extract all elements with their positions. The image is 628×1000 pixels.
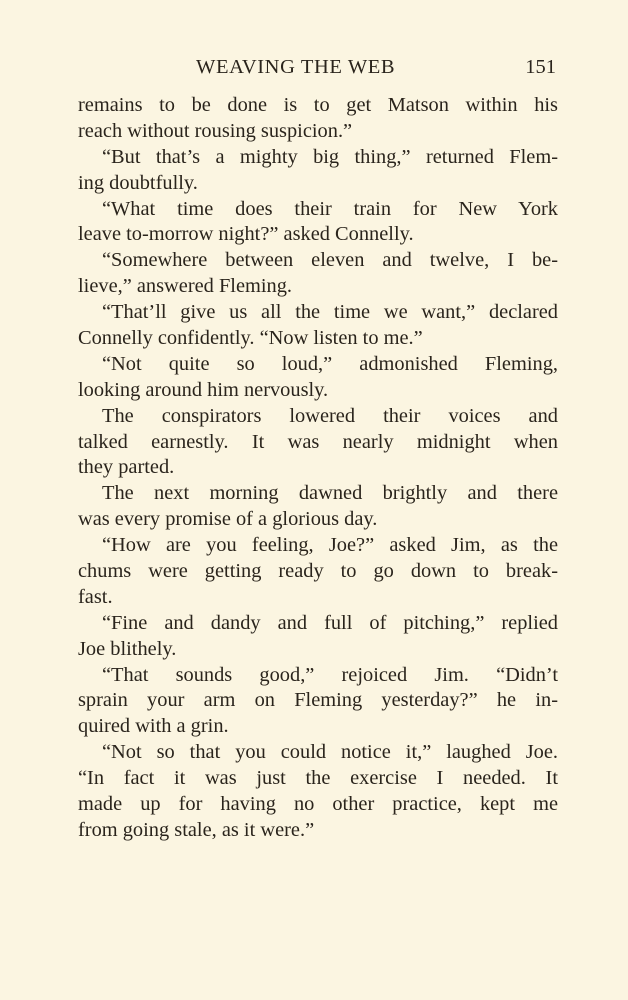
text-line: was every promise of a glorious day. (78, 508, 378, 531)
page-number: 151 (525, 56, 556, 78)
text-line: from going stale, as it were.” (78, 818, 315, 841)
text-line: “In fact it was just the exercise I needed. It (78, 767, 558, 790)
text-line: reach without rousing suspicion.” (78, 119, 353, 142)
text-line: quired with a grin. (78, 715, 229, 738)
text-line: looking around him nervously. (78, 378, 329, 401)
text-line: “Not so that you could notice it,” laughed Joe. (102, 741, 558, 764)
text-line: fast. (78, 585, 113, 608)
text-line: ing doubtfully. (78, 171, 198, 194)
text-line: chums were getting ready to go down to break- (78, 560, 558, 583)
text-line: “Fine and dandy and full of pitching,” replied (102, 611, 558, 634)
text-line: “But that’s a mighty big thing,” returned Flem- (102, 145, 558, 168)
text-line: Connelly confidently. “Now listen to me.” (78, 327, 423, 350)
text-line: sprain your arm on Fleming yesterday?” he in- (78, 689, 558, 712)
text-line: made up for having no other practice, kept me (78, 793, 558, 816)
text-line: leave to-morrow night?” asked Connelly. (78, 223, 414, 246)
text-line: The next morning dawned brightly and there (102, 482, 558, 505)
text-line: “That sounds good,” rejoiced Jim. “Didn’t (102, 663, 558, 686)
text-line: talked earnestly. It was nearly midnight when (78, 430, 558, 453)
text-line: The conspirators lowered their voices and (102, 404, 558, 427)
text-line: remains to be done is to get Matson within his (78, 94, 558, 116)
text-line: “Somewhere between eleven and twelve, I be- (102, 249, 558, 272)
text-line: Joe blithely. (78, 637, 177, 660)
text-line: “How are you feeling, Joe?” asked Jim, as the (102, 534, 558, 557)
text-line: “That’ll give us all the time we want,” declared (102, 301, 558, 324)
running-head (78, 56, 558, 84)
text-line: they parted. (78, 456, 175, 479)
text-line: “What time does their train for New York (102, 197, 558, 220)
text-line: “Not quite so loud,” admonished Fleming, (102, 352, 558, 375)
body-text (78, 93, 558, 844)
running-title: WEAVING THE WEB (196, 56, 396, 78)
text-line: lieve,” answered Fleming. (78, 275, 293, 298)
